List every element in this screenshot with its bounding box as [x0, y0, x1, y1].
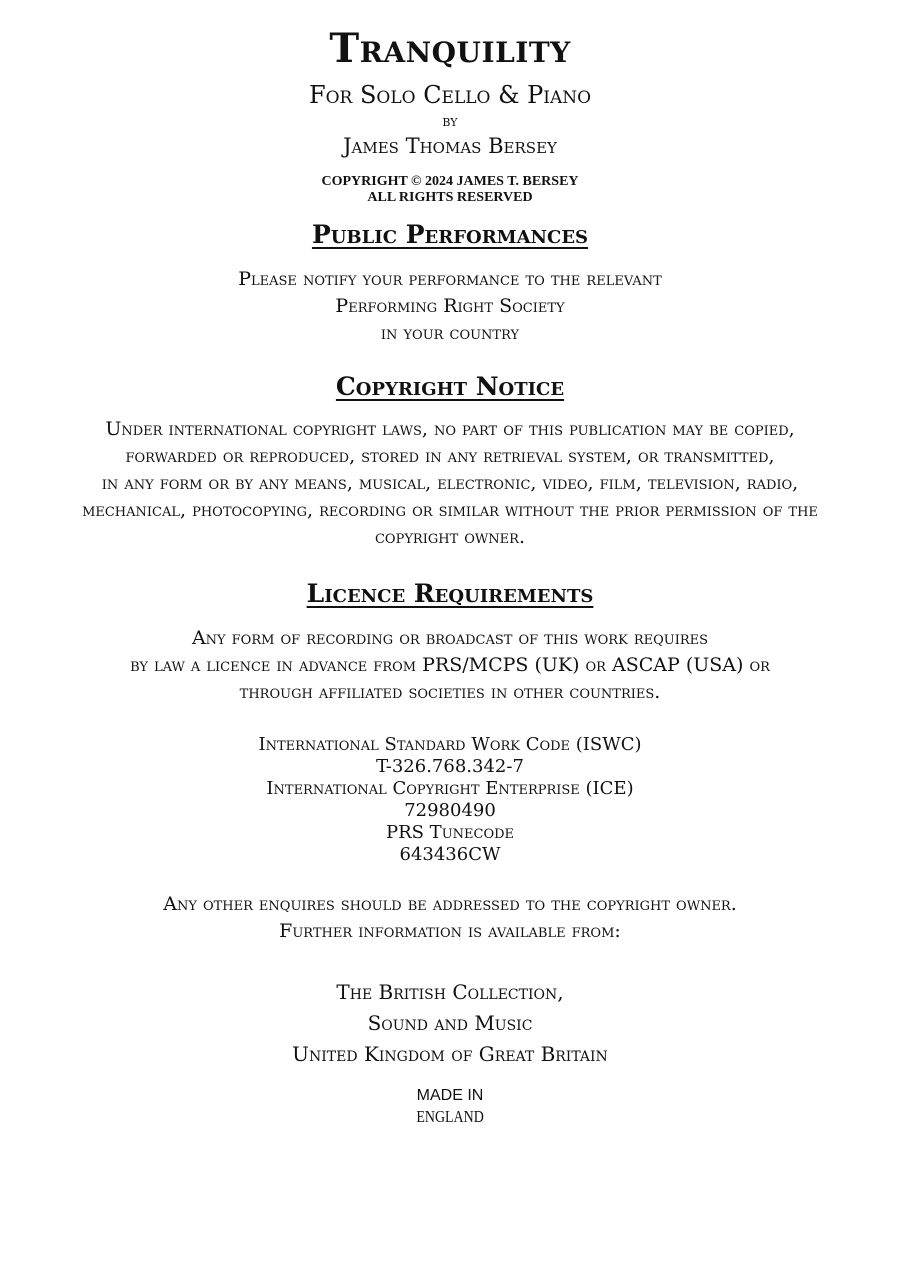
- copyright-line: ALL RIGHTS RESERVED: [367, 190, 533, 205]
- ice-label: International Copyright Enterprise (ICE): [266, 778, 634, 799]
- ice-value: 72980490: [404, 800, 496, 821]
- prs-tunecode-label: PRS Tunecode: [385, 822, 515, 843]
- iswc-value: T-326.768.342-7: [376, 756, 524, 777]
- text-line: Please notify your performance to the relevant: [238, 268, 662, 290]
- text-line: Further information is available from:: [279, 920, 621, 942]
- section-heading: Copyright Notice: [335, 372, 565, 401]
- address-line: The British Collection,: [336, 980, 564, 1004]
- text-line: mechanical, photocopying, recording or similar without the prior permission of the: [82, 499, 818, 521]
- address-line: Sound and Music: [367, 1011, 533, 1035]
- section-body: [0, 416, 900, 551]
- copyright-notice-section: [0, 370, 900, 551]
- by-label: by: [442, 112, 458, 130]
- section-heading: Licence Requirements: [306, 579, 594, 608]
- composer-name: James Thomas Bersey: [343, 134, 557, 158]
- text-line: Performing Right Society: [335, 295, 565, 317]
- enquiries-note: [0, 891, 900, 945]
- section-body: [0, 266, 900, 347]
- page-subtitle: For Solo Cello & Piano: [308, 81, 592, 109]
- text-line: in your country: [380, 322, 520, 344]
- text-line: forwarded or reproduced, stored in any retrieval system, or transmitted,: [125, 445, 775, 467]
- iswc-label: International Standard Work Code (ISWC): [258, 734, 642, 755]
- made-in-country: ENGLAND: [416, 1107, 484, 1126]
- text-line: copyright owner.: [374, 526, 525, 548]
- public-performances-section: [0, 218, 900, 347]
- copyright-statement: [0, 174, 900, 206]
- text-line: Any other enquires should be addressed to the copyright owner.: [163, 893, 737, 915]
- made-in-line: MADE IN: [416, 1087, 484, 1104]
- text-line: by law a licence in advance from PRS/MCPS (UK) or ASCAP (USA) or: [130, 654, 770, 676]
- page-title: Tranquility: [329, 25, 571, 72]
- section-body: [0, 625, 900, 706]
- section-heading: Public Performances: [311, 220, 589, 249]
- address-line: United Kingdom of Great Britain: [292, 1042, 608, 1066]
- text-line: in any form or by any means, musical, electronic, video, film, television, radio,: [101, 472, 799, 494]
- text-line: through affiliated societies in other countries.: [239, 681, 661, 703]
- made-in-stamp: [0, 1085, 900, 1128]
- publisher-address: [0, 977, 900, 1070]
- prs-tunecode-value: 643436CW: [399, 844, 501, 865]
- copyright-line: COPYRIGHT © 2024 JAMES T. BERSEY: [321, 174, 579, 189]
- licence-requirements-section: [0, 577, 900, 706]
- work-codes: [0, 734, 900, 866]
- text-line: Any form of recording or broadcast of this work requires: [191, 627, 709, 649]
- text-line: Under international copyright laws, no part of this publication may be copied,: [105, 418, 795, 440]
